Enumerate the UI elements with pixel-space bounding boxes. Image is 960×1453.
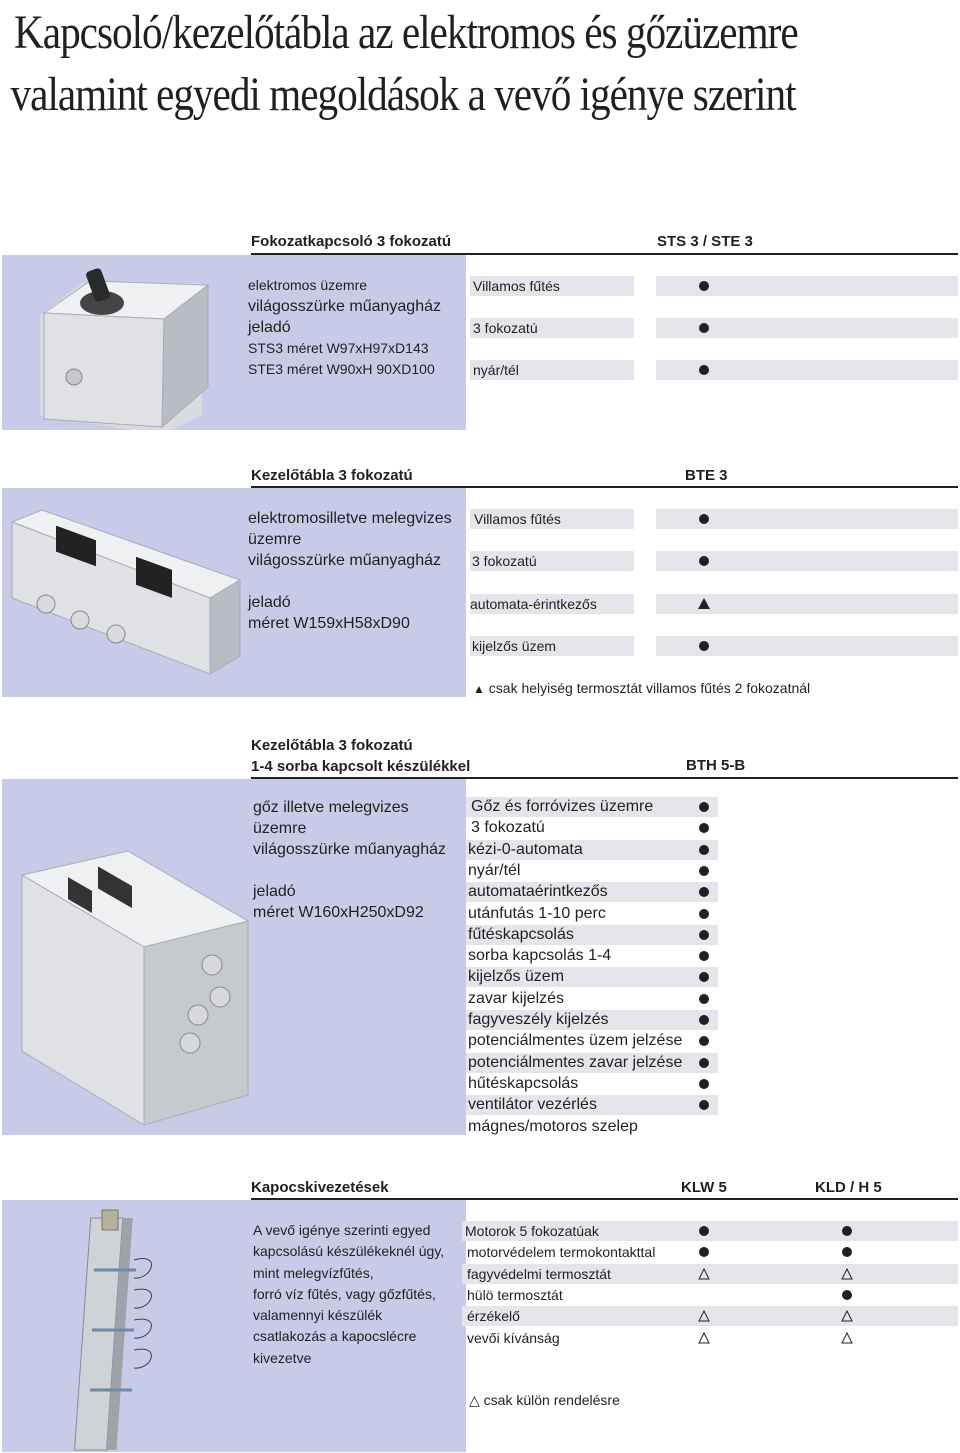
section2-desc-line: jeladó — [248, 594, 291, 611]
filled-circle-icon — [699, 1015, 709, 1025]
filled-circle-icon — [699, 909, 709, 919]
filled-circle-icon — [699, 1247, 709, 1257]
filled-circle-icon — [699, 556, 709, 566]
section2-desc-line: üzemre — [248, 531, 302, 548]
section3-desc-line: jeladó — [253, 883, 296, 900]
filled-circle-icon — [699, 1058, 709, 1068]
feature-bar — [462, 1306, 958, 1326]
terminal-strip-photo — [2, 1200, 242, 1452]
feature-label: 3 fokozatú — [471, 819, 545, 837]
feature-label: potenciálmentes üzem jelzése — [468, 1032, 683, 1050]
section4-note-text: csak külön rendelésre — [483, 1392, 620, 1408]
feature-label: fagyvédelmi termosztát — [467, 1265, 611, 1282]
section4-desc-line: A vevő igénye szerinti egyed — [253, 1222, 431, 1238]
section3-heading — [251, 735, 470, 777]
outline-triangle-icon — [698, 1268, 710, 1280]
feature-label: Villamos fűtés — [474, 511, 561, 527]
section4-desc-line: forró víz fűtés, vagy gőzfűtés, — [253, 1285, 436, 1302]
rotary-switch-photo — [2, 255, 252, 430]
section1-desc-line: elektromos üzemre — [248, 277, 368, 293]
filled-circle-icon — [699, 281, 709, 291]
filled-circle-icon — [699, 994, 709, 1004]
section1-desc-line: jeladó — [248, 319, 291, 336]
section2-desc-line: elektromosilletve melegvizes — [248, 510, 452, 527]
section1-code: STS 3 / STE 3 — [657, 233, 753, 250]
section4-desc-line: kivezetve — [253, 1349, 312, 1366]
control-panel-photo — [2, 488, 242, 697]
feature-label: potenciálmentes zavar jelzése — [468, 1053, 683, 1071]
section3-heading-line-2: 1-4 sorba kapcsolt készülékkel — [251, 758, 471, 775]
feature-label: 3 fokozatú — [473, 320, 538, 336]
section1-heading: Fokozatkapcsoló 3 fokozatú — [251, 233, 452, 250]
outline-triangle-icon — [841, 1332, 853, 1344]
section2-desc-line — [248, 571, 452, 592]
page-title — [10, 2, 822, 126]
section3-desc-line: világosszürke műanyagház — [253, 841, 446, 858]
filled-circle-icon — [842, 1226, 852, 1236]
feature-label: nyár/tél — [468, 861, 521, 879]
section2-desc-line: méret W159xH58xD90 — [248, 615, 410, 632]
control-box-photo — [2, 779, 252, 1135]
section2-note-text: csak helyiség termosztát villamos fűtés 2 fokozatnál — [488, 680, 811, 696]
section2-heading: Kezelőtábla 3 fokozatú — [251, 467, 413, 484]
filled-circle-icon — [699, 802, 709, 812]
filled-circle-icon — [699, 823, 709, 833]
filled-circle-icon — [842, 1247, 852, 1257]
section4-code-klw: KLW 5 — [681, 1179, 727, 1196]
feature-label: hülö termosztát — [467, 1286, 563, 1303]
feature-label: motorvédelem termokontakttal — [467, 1244, 656, 1261]
feature-label: érzékelő — [467, 1308, 520, 1325]
section1-panel — [2, 255, 466, 430]
feature-label: Motorok 5 fokozatúak — [465, 1223, 599, 1239]
section4-panel — [2, 1200, 466, 1452]
filled-circle-icon — [699, 365, 709, 375]
section4-heading: Kapocskivezetések — [251, 1179, 389, 1196]
filled-circle-icon — [699, 930, 709, 940]
filled-circle-icon — [699, 323, 709, 333]
feature-label: mágnes/motoros szelep — [468, 1117, 638, 1135]
filled-circle-icon — [699, 845, 709, 855]
feature-label: 3 fokozatú — [472, 553, 537, 569]
section4-desc-line: mint melegvízfűtés, — [253, 1264, 374, 1281]
outline-triangle-icon: △ — [469, 1392, 480, 1408]
feature-label: kijelzős üzem — [468, 968, 565, 986]
section1-desc-line: STE3 méret W90xH 90XD100 — [248, 361, 435, 377]
section4-desc-line: valamennyi készülék — [253, 1307, 383, 1324]
section4-note — [469, 1392, 620, 1409]
title-line-2: valamint egyedi megoldások a vevő igénye szerint — [10, 68, 796, 121]
feature-label: utánfutás 1-10 perc — [468, 904, 606, 922]
outline-triangle-icon — [841, 1268, 853, 1280]
filled-circle-icon — [699, 1079, 709, 1089]
feature-label: Gőz és forróvizes üzemre — [471, 798, 654, 815]
section2-desc-line: világosszürke műanyagház — [248, 552, 441, 569]
feature-label: ventilátor vezérlés — [468, 1096, 597, 1114]
feature-label: Villamos fűtés — [473, 278, 560, 294]
filled-circle-icon — [699, 866, 709, 876]
section4-desc-line: csatlakozás a kapocslécre — [253, 1328, 417, 1345]
section1-desc-line: STS3 méret W97xH97xD143 — [248, 340, 429, 356]
feature-label: fűtéskapcsolás — [468, 925, 574, 943]
feature-label: sorba kapcsolás 1-4 — [468, 947, 612, 965]
feature-label: kijelzős üzem — [472, 638, 557, 654]
feature-label: nyár/tél — [473, 362, 519, 378]
filled-circle-icon — [699, 641, 709, 651]
filled-circle-icon — [699, 514, 709, 524]
filled-circle-icon — [699, 1036, 709, 1046]
feature-label: zavar kijelzés — [468, 989, 565, 1007]
section3-heading-line-1: Kezelőtábla 3 fokozatú — [251, 737, 413, 754]
section3-desc-line — [253, 860, 466, 881]
feature-label: kézi-0-automata — [468, 840, 583, 858]
feature-label: automata-érintkezős — [470, 596, 597, 612]
section2-panel — [2, 488, 466, 697]
section4-desc-line: kapcsolású készülékeknél úgy, — [253, 1243, 445, 1260]
section3-desc-line: méret W160xH250xD92 — [253, 904, 424, 921]
title-line-1: Kapcsoló/kezelőtábla az elektromos és gőzüzemre — [14, 6, 798, 59]
section3-desc-line: gőz illetve melegvizes üzemre — [253, 799, 409, 837]
filled-circle-icon — [699, 951, 709, 961]
section3-code: BTH 5-B — [686, 757, 746, 774]
filled-triangle-icon: ▲ — [473, 682, 485, 696]
section2-code: BTE 3 — [685, 467, 728, 484]
filled-circle-icon — [699, 1226, 709, 1236]
feature-label: automataérintkezős — [468, 883, 608, 901]
outline-triangle-icon — [698, 1332, 710, 1344]
section4-code-kld: KLD / H 5 — [815, 1179, 882, 1196]
feature-label: vevői kívánság — [467, 1329, 560, 1346]
feature-label: hűtéskapcsolás — [468, 1074, 579, 1092]
filled-triangle-icon — [698, 598, 710, 610]
feature-label: fagyveszély kijelzés — [468, 1011, 609, 1028]
filled-circle-icon — [842, 1290, 852, 1300]
outline-triangle-icon — [698, 1310, 710, 1322]
section2-note — [473, 680, 810, 696]
outline-triangle-icon — [841, 1310, 853, 1322]
section3-panel — [2, 779, 466, 1135]
section1-desc-line: világosszürke műanyagház — [248, 298, 441, 315]
